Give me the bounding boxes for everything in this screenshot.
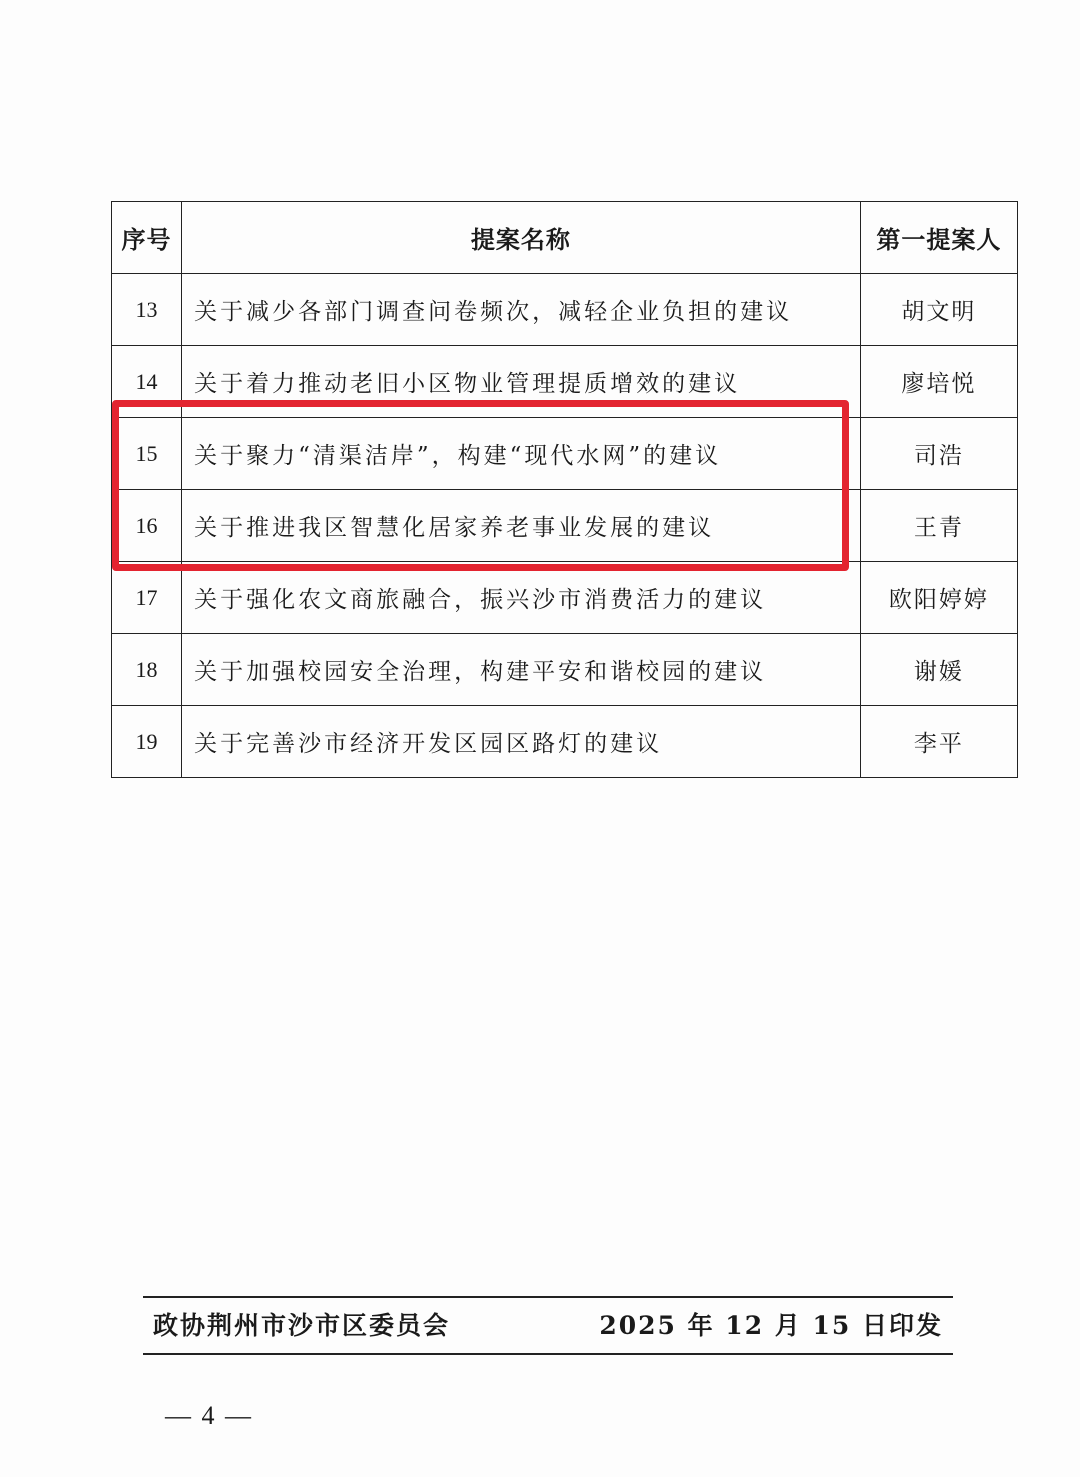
row-first-proposer: 廖培悦	[860, 346, 1017, 418]
row-serial-number: 15	[112, 418, 182, 490]
row-first-proposer: 李平	[860, 706, 1017, 778]
row-proposal-title: 关于聚力“清渠洁岸”，构建“现代水网”的建议	[182, 418, 861, 490]
table-row	[112, 418, 1018, 490]
header-serial-number: 序号	[112, 202, 182, 274]
table-row	[112, 706, 1018, 778]
header-first-proposer: 第一提案人	[860, 202, 1017, 274]
row-proposal-title: 关于完善沙市经济开发区园区路灯的建议	[182, 706, 861, 778]
row-first-proposer: 欧阳婷婷	[860, 562, 1017, 634]
row-proposal-title: 关于加强校园安全治理，构建平安和谐校园的建议	[182, 634, 861, 706]
table-row	[112, 274, 1018, 346]
row-first-proposer: 王青	[860, 490, 1017, 562]
table-row	[112, 346, 1018, 418]
row-proposal-title: 关于着力推动老旧小区物业管理提质增效的建议	[182, 346, 861, 418]
footer-issuer: 政协荆州市沙市区委员会	[153, 1311, 451, 1340]
row-first-proposer: 谢媛	[860, 634, 1017, 706]
table-row	[112, 562, 1018, 634]
row-serial-number: 18	[112, 634, 182, 706]
row-serial-number: 16	[112, 490, 182, 562]
row-proposal-title: 关于减少各部门调查问卷频次，减轻企业负担的建议	[182, 274, 861, 346]
row-first-proposer: 司浩	[860, 418, 1017, 490]
row-serial-number: 14	[112, 346, 182, 418]
proposal-table	[111, 201, 1018, 778]
row-proposal-title: 关于强化农文商旅融合，振兴沙市消费活力的建议	[182, 562, 861, 634]
footer-divider-bottom	[143, 1353, 953, 1355]
row-serial-number: 19	[112, 706, 182, 778]
footer-issue-date: 2025 年 12 月 15 日印发	[599, 1311, 943, 1340]
row-first-proposer: 胡文明	[860, 274, 1017, 346]
footer-divider-top	[143, 1296, 953, 1298]
page-number: — 4 —	[165, 1401, 253, 1430]
row-serial-number: 13	[112, 274, 182, 346]
table-row	[112, 490, 1018, 562]
row-serial-number: 17	[112, 562, 182, 634]
header-proposal-title: 提案名称	[182, 202, 861, 274]
table-header-row	[112, 202, 1018, 274]
row-proposal-title: 关于推进我区智慧化居家养老事业发展的建议	[182, 490, 861, 562]
table-row	[112, 634, 1018, 706]
